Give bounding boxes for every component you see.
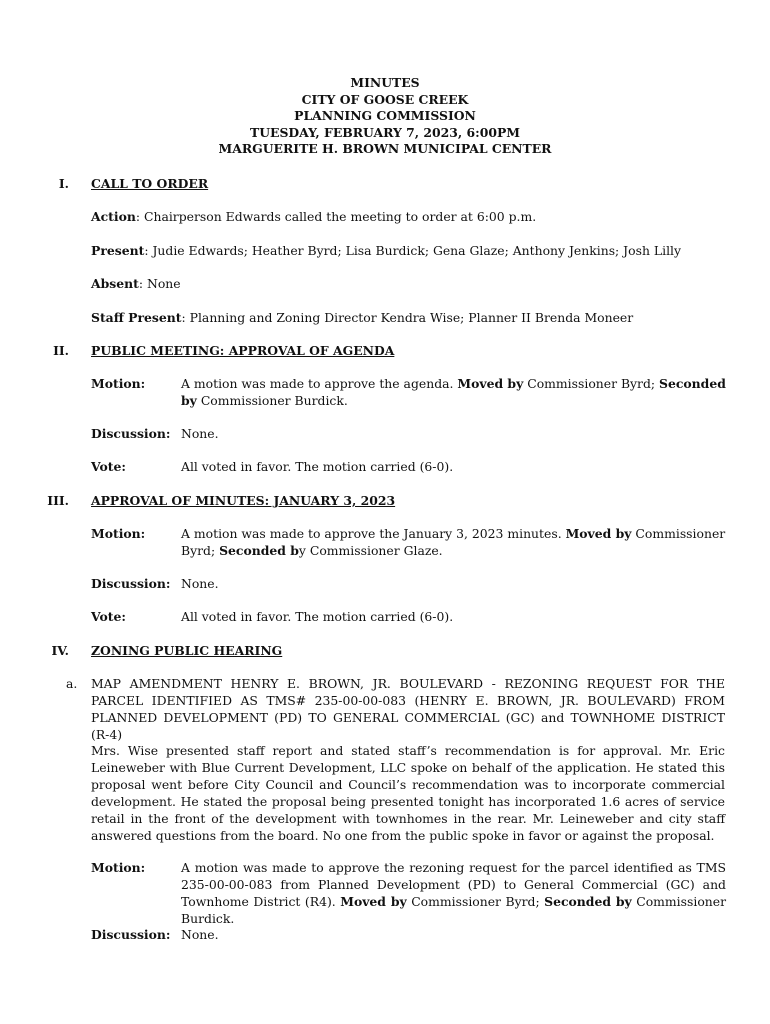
section-1-number: I.: [58, 176, 69, 191]
section-1-title: CALL TO ORDER: [91, 176, 209, 191]
section-3-number: III.: [47, 493, 69, 508]
rezoning-item-title: MAP AMENDMENT HENRY E. BROWN, JR. BOULEVARD - REZONING REQUEST FOR THE PARCEL IDENTIFIED AS TMS# 235-00-00-083 (HENRY E. BROWN, JR. BOULEVARD) FROM PLANNED DEVELOPMENT (PD) TO GENERAL COMMERCIAL (GC) and TOWNHOME DISTRICT (R-4): [91, 676, 725, 742]
discussion-label: Discussion:: [91, 576, 171, 591]
absent-label: Absent: [91, 276, 139, 291]
absent-members: [91, 275, 731, 292]
staff-label: Staff Present: [91, 310, 182, 325]
vote-text: All voted in favor. The motion carried (6-0).: [181, 459, 454, 474]
present-members: [91, 242, 731, 259]
discussion-label: Discussion:: [91, 927, 171, 942]
staff-report-paragraph: Mrs. Wise presented staff report and stated staff’s recommendation is for approval. Mr. Eric Leineweber with Blue Current Development, LLC spoke on behalf of the application. He stated this proposal went before City Council and Council’s recommendation was to incorporate commercial development. He stated the proposal being presented tonight has incorporated 1.6 acres of service retail in the front of the development with townhomes in the rear. Mr. Leineweber and city staff answered questions from the board. No one from the public spoke in favor or against the proposal.: [91, 743, 725, 843]
call-to-order-action: [91, 208, 731, 225]
motion-text: A motion was made to approve the agenda. Moved by Commissioner Byrd; Seconded by Commissioner Burdick.: [181, 376, 726, 408]
section-2-number: II.: [53, 343, 69, 358]
action-text: : Chairperson Edwards called the meeting to order at 6:00 p.m.: [135, 209, 537, 224]
motion-text: A motion was made to approve the January 3, 2023 minutes. Moved by Commissioner Byrd; Seconded by Commissioner Glaze.: [181, 526, 726, 558]
item-letter: a.: [66, 676, 78, 691]
motion-label: Motion:: [91, 376, 146, 391]
present-label: Present: [91, 243, 145, 258]
vote-text: All voted in favor. The motion carried (6-0).: [181, 609, 454, 624]
section-4-title: ZONING PUBLIC HEARING: [91, 643, 283, 658]
present-text: : Judie Edwards; Heather Byrd; Lisa Burdick; Gena Glaze; Anthony Jenkins; Josh Lilly: [144, 243, 681, 258]
vote-label: Vote:: [91, 609, 126, 624]
section-3-title: APPROVAL OF MINUTES: JANUARY 3, 2023: [91, 493, 396, 508]
section-4-number: IV.: [51, 643, 69, 658]
absent-text: : None: [138, 276, 181, 291]
header-date: TUESDAY, FEBRUARY 7, 2023, 6:00PM: [250, 124, 520, 140]
header-location: MARGUERITE H. BROWN MUNICIPAL CENTER: [218, 141, 552, 156]
motion-label: Motion:: [91, 860, 146, 875]
header-title: MINUTES: [350, 75, 420, 90]
vote-label: Vote:: [91, 459, 126, 474]
header-city: CITY OF GOOSE CREEK: [301, 91, 469, 107]
discussion-label: Discussion:: [91, 426, 171, 441]
discussion-text: None.: [181, 426, 219, 441]
header-commission: PLANNING COMMISSION: [294, 108, 476, 123]
motion-text: A motion was made to approve the rezoning request for the parcel identified as TMS 235-00-00-083 from Planned Development (PD) to General Commercial (GC) and Townhome District (R4). Moved by Commissioner Byrd; Seconded by Commissioner Burdick.: [181, 860, 727, 926]
section-2-title: PUBLIC MEETING: APPROVAL OF AGENDA: [91, 343, 395, 358]
minutes-header: [0, 75, 770, 158]
discussion-text: None.: [181, 576, 219, 591]
action-label: Action: [91, 209, 136, 224]
discussion-text: None.: [181, 927, 219, 942]
motion-label: Motion:: [91, 526, 146, 541]
staff-text: : Planning and Zoning Director Kendra Wise; Planner II Brenda Moneer: [181, 310, 634, 325]
staff-present: [91, 309, 731, 326]
